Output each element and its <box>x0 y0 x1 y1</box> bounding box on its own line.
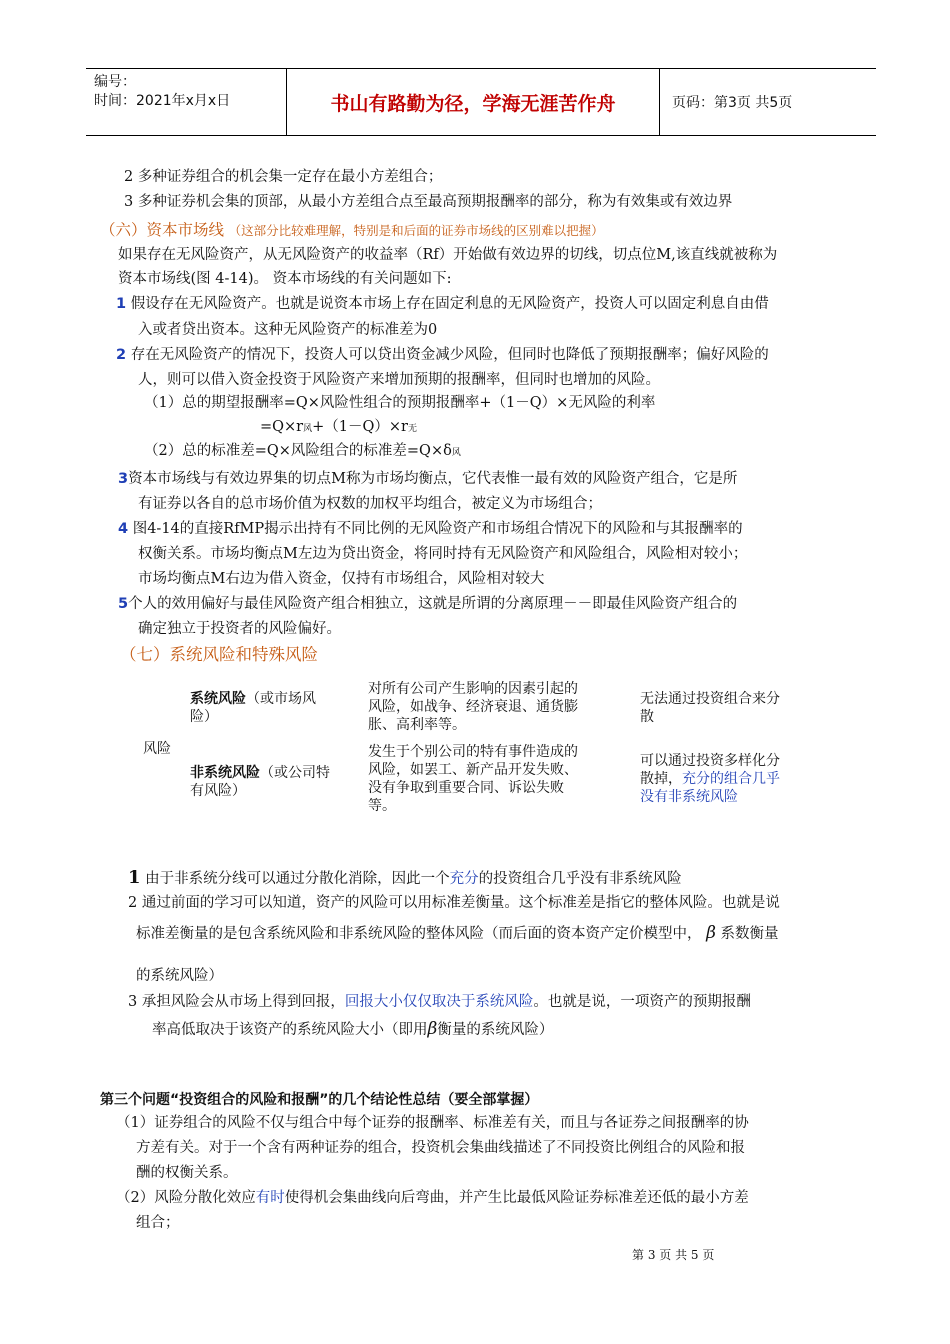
systematic-risk-name <box>190 690 365 726</box>
list-item <box>118 519 743 539</box>
page-footer: 第 3 页 共 5 页 <box>632 1248 715 1262</box>
text-line: 的系统风险） <box>136 968 223 984</box>
item-number: 4 <box>118 521 129 537</box>
formula-part: （2）总的标准差=Q×风险组合的标准差=Q×δ <box>144 443 452 459</box>
text-line: 组合； <box>136 1215 180 1231</box>
unsystematic-risk-name <box>190 764 365 800</box>
text-part: 系数衡量 <box>720 926 779 942</box>
time-label: 时间：2021年x月x日 <box>94 93 231 109</box>
item-number: 5 <box>118 596 129 612</box>
list-item <box>118 594 737 614</box>
item-text: 的投资组合几乎没有非系统风险 <box>478 871 682 887</box>
unsystematic-risk-alt: （或公司特 <box>260 765 330 781</box>
result-line: 散 <box>640 709 654 725</box>
desc-line: 风险，如罢工、新产品开发失败、 <box>368 762 578 778</box>
item-text: 个人的效用偏好与最佳风险资产组合相独立，这就是所谓的分离原理－－即最佳风险资产组合的 <box>128 596 738 612</box>
item-number: 1 <box>128 867 141 888</box>
question-3-title: 第三个问题“投资组合的风险和报酬”的几个结论性总结（要全部掌握） <box>100 1092 539 1108</box>
beta-symbol: β <box>706 923 716 943</box>
text-line <box>136 923 779 944</box>
item-highlight: 充分 <box>449 871 479 887</box>
item-text: 假设存在无风险资产。也就是说资本市场上存在固定利息的无风险资产，投资人可以固定利息自由借 <box>130 296 769 312</box>
text-line: 2 通过前面的学习可以知道，资产的风险可以用标准差衡量。这个标准差是指它的整体风险。也就是说 <box>128 895 780 911</box>
text-line: 市场均衡点M右边为借入资金，仅持有市场组合，风险相对较大 <box>138 571 545 587</box>
header-page: 页码：第3页 共5页 <box>672 95 793 111</box>
unsystematic-risk-result <box>640 752 840 806</box>
text-line: 如果存在无风险资产，从无风险资产的收益率（Rf）开始做有效边界的切线，切点位M,该直线就被称为 <box>118 247 778 263</box>
systematic-risk-alt: （或市场风 <box>246 691 316 707</box>
list-item <box>118 469 737 489</box>
systematic-risk-result <box>640 690 840 726</box>
formula-subscript: 风 <box>451 448 461 458</box>
list-item <box>128 868 682 889</box>
text-line: （1）证券组合的风险不仅与组合中每个证券的报酬率、标准差有关，而且与各证券之间报酬率的协 <box>116 1115 749 1131</box>
text-line: 资本市场线(图 4-14)。 资本市场线的有关问题如下: <box>118 271 452 287</box>
text-line: 权衡关系。市场均衡点M左边为贷出资金，将同时持有无风险资产和风险组合，风险相对较小； <box>138 546 748 562</box>
desc-line: 胀、高利率等。 <box>368 717 466 733</box>
text-part: 衡量的系统风险） <box>437 1022 554 1038</box>
result-line: 无法通过投资组合来分 <box>640 691 780 707</box>
text-part: 标准差衡量的是包含系统风险和非系统风险的整体风险（而后面的资本资产定价模型中， <box>136 926 702 942</box>
item-highlight: 回报大小仅仅取决于系统风险 <box>344 994 534 1010</box>
section-7-title: （七）系统风险和特殊风险 <box>120 645 318 664</box>
desc-line: 发生于个别公司的特有事件造成的 <box>368 744 578 760</box>
risk-label: 风险 <box>143 741 171 757</box>
desc-line: 对所有公司产生影响的因素引起的 <box>368 681 578 697</box>
page-header <box>86 68 876 136</box>
item-number: 3 <box>118 471 129 487</box>
systematic-risk-alt: 险） <box>190 709 218 725</box>
formula-line: （1）总的期望报酬率=Q×风险性组合的预期报酬率+（1－Q）×无风险的利率 <box>144 395 656 411</box>
item-number: 2 <box>116 347 127 363</box>
item-number: 1 <box>116 296 127 312</box>
text-part: 3 承担风险会从市场上得到回报， <box>128 994 345 1010</box>
unsystematic-risk-alt: 有风险） <box>190 783 246 799</box>
text-line <box>152 1019 553 1040</box>
section-6-note: （这部分比较难理解，特别是和后面的证券市场线的区别难以把握） <box>228 223 604 238</box>
result-highlight: 没有非系统风险 <box>640 789 738 805</box>
number-label: 编号： <box>94 74 136 90</box>
text-part: 率高低取决于该资产的系统风险大小（即用 <box>152 1022 428 1038</box>
list-item <box>128 992 751 1012</box>
item-text: 资本市场线与有效边界集的切点M称为市场均衡点，它代表惟一最有效的风险资产组合，它是所 <box>128 471 738 487</box>
text-part: 使得机会集曲线向后弯曲，并产生比最低风险证券标准差还低的最小方差 <box>284 1190 749 1206</box>
text-line: 有证券以各自的总市场价值为权数的加权平均组合，被定义为市场组合； <box>138 496 602 512</box>
unsystematic-risk-bold: 非系统风险 <box>190 765 260 781</box>
systematic-risk-bold: 系统风险 <box>190 691 246 707</box>
item-text: 由于非系统分线可以通过分散化消除，因此一个 <box>145 871 450 887</box>
formula-subscript: 无 <box>407 424 417 434</box>
item-text: 图4-14的直接RfMP揭示出持有不同比例的无风险资产和市场组合情况下的风险和与其报酬率的 <box>132 521 743 537</box>
formula-line <box>260 417 417 439</box>
formula-part: =Q×r <box>260 419 304 435</box>
result-line: 散掉， <box>640 771 682 787</box>
section-6-title: （六）资本市场线 <box>100 221 225 239</box>
desc-line: 风险，如战争、经济衰退、通货膨 <box>368 699 578 715</box>
text-part: （2）风险分散化效应 <box>116 1190 256 1206</box>
text-line: 酬的权衡关系。 <box>136 1165 238 1181</box>
systematic-risk-desc <box>368 680 638 734</box>
result-line: 可以通过投资多样化分 <box>640 753 780 769</box>
desc-line: 等。 <box>368 798 396 814</box>
text-line: 方差有关。对于一个含有两种证券的组合，投资机会集曲线描述了不同投资比例组合的风险和报 <box>136 1140 745 1156</box>
desc-line: 没有争取到重要合同、诉讼失败 <box>368 780 564 796</box>
text-part: 。也就是说，一项资产的预期报酬 <box>533 994 751 1010</box>
formula-part: +（1－Q）×r <box>312 419 408 435</box>
risk-table <box>138 680 838 830</box>
text-line: 确定独立于投资者的风险偏好。 <box>138 621 341 637</box>
beta-symbol: β <box>427 1019 438 1039</box>
item-highlight: 有时 <box>255 1190 285 1206</box>
result-highlight: 充分的组合几乎 <box>682 771 780 787</box>
list-item <box>116 345 769 365</box>
formula-line <box>144 441 461 463</box>
text-line: 3 多种证券机会集的顶部，从最小方差组合点至最高预期报酬率的部分，称为有效集或有效边界 <box>124 194 733 210</box>
header-motto: 书山有路勤为径，学海无涯苦作舟 <box>286 69 660 135</box>
text-line: 人，则可以借入资金投资于风险资产来增加预期的报酬率，但同时也增加的风险。 <box>138 372 660 388</box>
item-text: 存在无风险资产的情况下，投资人可以贷出资金减少风险，但同时也降低了预期报酬率；偏好风险的 <box>130 347 769 363</box>
section-heading <box>100 220 604 241</box>
unsystematic-risk-desc <box>368 743 638 815</box>
list-item <box>116 1188 749 1208</box>
formula-subscript: 风 <box>303 424 313 434</box>
text-line: 入或者贷出资本。这种无风险资产的标准差为0 <box>138 322 438 338</box>
list-item <box>116 294 769 314</box>
header-meta <box>86 69 286 135</box>
text-line: 2 多种证券组合的机会集一定存在最小方差组合； <box>124 169 443 185</box>
